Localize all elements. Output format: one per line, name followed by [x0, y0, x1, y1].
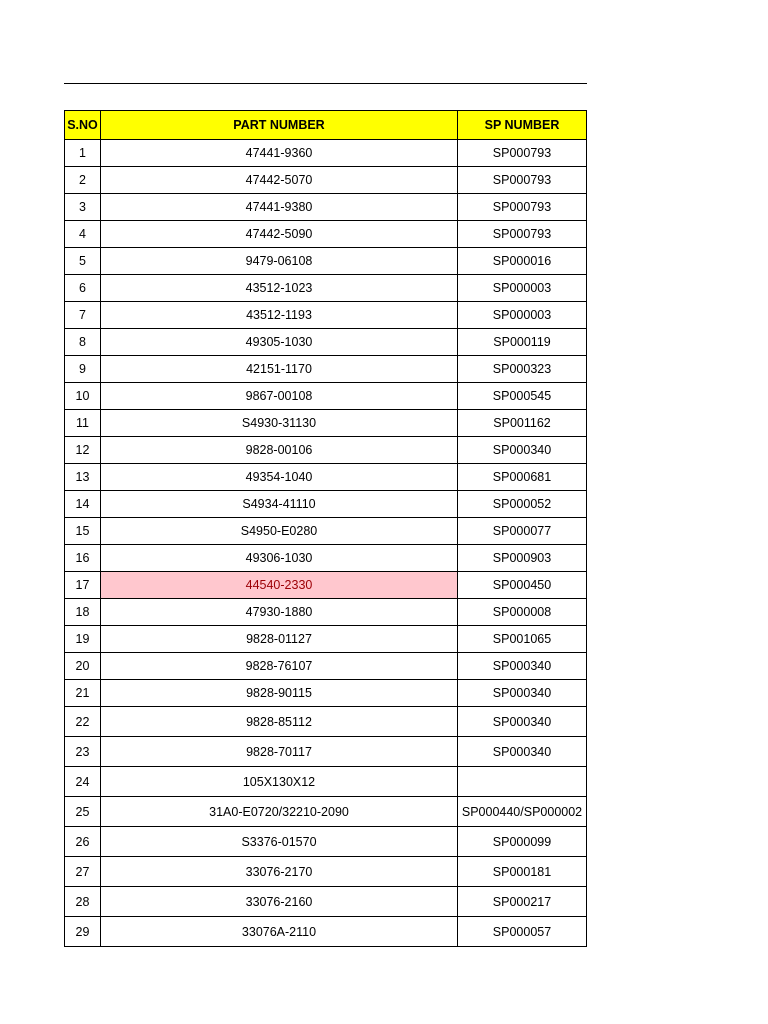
- sno-cell: 14: [65, 491, 101, 518]
- sp-number-cell: SP000016: [458, 248, 587, 275]
- sp-number-cell: SP000052: [458, 491, 587, 518]
- sp-number-cell: SP000903: [458, 545, 587, 572]
- table-row: [65, 572, 587, 599]
- part-number-cell: 33076-2160: [101, 887, 458, 917]
- table-row: [65, 797, 587, 827]
- table-row: [65, 518, 587, 545]
- part-number-cell: 47441-9380: [101, 194, 458, 221]
- sno-cell: 15: [65, 518, 101, 545]
- part-number-cell: 43512-1023: [101, 275, 458, 302]
- sp-number-cell: SP000003: [458, 302, 587, 329]
- sp-number-cell: SP000008: [458, 599, 587, 626]
- sno-cell: 18: [65, 599, 101, 626]
- part-number-cell: S3376-01570: [101, 827, 458, 857]
- part-number-cell: 33076A-2110: [101, 917, 458, 947]
- table-row: [65, 464, 587, 491]
- sno-cell: 28: [65, 887, 101, 917]
- sp-number-cell: SP000340: [458, 653, 587, 680]
- table-row: [65, 827, 587, 857]
- sp-number-cell: SP001162: [458, 410, 587, 437]
- sno-cell: 20: [65, 653, 101, 680]
- sp-number-cell: SP000793: [458, 140, 587, 167]
- table-row: [65, 437, 587, 464]
- part-number-cell: 31A0-E0720/32210-2090: [101, 797, 458, 827]
- sno-cell: 7: [65, 302, 101, 329]
- part-number-cell: 33076-2170: [101, 857, 458, 887]
- table-row: [65, 356, 587, 383]
- sp-number-cell: SP000681: [458, 464, 587, 491]
- sno-cell: 8: [65, 329, 101, 356]
- part-number-cell: S4930-31130: [101, 410, 458, 437]
- part-number-cell: 9828-85112: [101, 707, 458, 737]
- sp-number-cell: SP000340: [458, 437, 587, 464]
- part-number-cell: 49354-1040: [101, 464, 458, 491]
- sno-cell: 23: [65, 737, 101, 767]
- sno-cell: 1: [65, 140, 101, 167]
- sno-cell: 19: [65, 626, 101, 653]
- sno-cell: 17: [65, 572, 101, 599]
- sp-number-cell: SP000793: [458, 194, 587, 221]
- table-body: [65, 140, 587, 947]
- part-number-cell: S4950-E0280: [101, 518, 458, 545]
- part-number-cell: 47441-9360: [101, 140, 458, 167]
- sp-number-cell: SP001065: [458, 626, 587, 653]
- part-number-cell: 43512-1193: [101, 302, 458, 329]
- table-row: [65, 410, 587, 437]
- sp-number-cell: SP000323: [458, 356, 587, 383]
- sno-cell: 22: [65, 707, 101, 737]
- sp-number-cell: SP000793: [458, 167, 587, 194]
- sno-cell: 25: [65, 797, 101, 827]
- sno-cell: 3: [65, 194, 101, 221]
- sno-cell: 9: [65, 356, 101, 383]
- sp-number-cell: SP000077: [458, 518, 587, 545]
- table-row: [65, 680, 587, 707]
- part-number-cell: S4934-41110: [101, 491, 458, 518]
- part-number-cell: 9828-00106: [101, 437, 458, 464]
- parts-table: [64, 110, 587, 947]
- table-row: [65, 140, 587, 167]
- table-row: [65, 221, 587, 248]
- part-number-cell: 47930-1880: [101, 599, 458, 626]
- sp-number-cell: SP000340: [458, 707, 587, 737]
- sp-number-cell: SP000217: [458, 887, 587, 917]
- part-number-cell: 47442-5070: [101, 167, 458, 194]
- sp-number-cell: SP000340: [458, 737, 587, 767]
- sp-number-cell: SP000003: [458, 275, 587, 302]
- sno-cell: 29: [65, 917, 101, 947]
- table-row: [65, 545, 587, 572]
- table-row: [65, 857, 587, 887]
- sp-number-cell: SP000340: [458, 680, 587, 707]
- part-number-cell: 9828-90115: [101, 680, 458, 707]
- table-row: [65, 194, 587, 221]
- sno-cell: 27: [65, 857, 101, 887]
- sp-number-cell: [458, 767, 587, 797]
- part-number-cell: 9867-00108: [101, 383, 458, 410]
- table-row: [65, 707, 587, 737]
- part-number-cell: 9828-76107: [101, 653, 458, 680]
- header-sp-number: SP NUMBER: [458, 111, 587, 140]
- sno-cell: 10: [65, 383, 101, 410]
- table-row: [65, 167, 587, 194]
- part-number-cell: 49306-1030: [101, 545, 458, 572]
- sno-cell: 2: [65, 167, 101, 194]
- sp-number-cell: SP000119: [458, 329, 587, 356]
- sno-cell: 5: [65, 248, 101, 275]
- part-number-cell: 47442-5090: [101, 221, 458, 248]
- table-row: [65, 917, 587, 947]
- part-number-cell: 44540-2330: [101, 572, 458, 599]
- table-row: [65, 653, 587, 680]
- part-number-cell: 9828-70117: [101, 737, 458, 767]
- sno-cell: 21: [65, 680, 101, 707]
- sno-cell: 6: [65, 275, 101, 302]
- table-row: [65, 248, 587, 275]
- part-number-cell: 9479-06108: [101, 248, 458, 275]
- sno-cell: 24: [65, 767, 101, 797]
- sp-number-cell: SP000057: [458, 917, 587, 947]
- sno-cell: 16: [65, 545, 101, 572]
- table-row: [65, 887, 587, 917]
- table-row: [65, 491, 587, 518]
- table-row: [65, 599, 587, 626]
- sno-cell: 13: [65, 464, 101, 491]
- table-row: [65, 737, 587, 767]
- sno-cell: 26: [65, 827, 101, 857]
- table-row: [65, 302, 587, 329]
- header-row: [65, 111, 587, 140]
- sp-number-cell: SP000545: [458, 383, 587, 410]
- sno-cell: 4: [65, 221, 101, 248]
- part-number-cell: 105X130X12: [101, 767, 458, 797]
- part-number-cell: 42151-1170: [101, 356, 458, 383]
- header-sno: S.NO: [65, 111, 101, 140]
- sp-number-cell: SP000181: [458, 857, 587, 887]
- sno-cell: 11: [65, 410, 101, 437]
- top-rule: [64, 83, 587, 84]
- part-number-cell: 9828-01127: [101, 626, 458, 653]
- table-row: [65, 767, 587, 797]
- table-row: [65, 626, 587, 653]
- table-row: [65, 329, 587, 356]
- table-row: [65, 275, 587, 302]
- part-number-cell: 49305-1030: [101, 329, 458, 356]
- sp-number-cell: SP000793: [458, 221, 587, 248]
- header-part-number: PART NUMBER: [101, 111, 458, 140]
- sp-number-cell: SP000450: [458, 572, 587, 599]
- sp-number-cell: SP000099: [458, 827, 587, 857]
- sp-number-cell: SP000440/SP000002: [458, 797, 587, 827]
- table-row: [65, 383, 587, 410]
- sno-cell: 12: [65, 437, 101, 464]
